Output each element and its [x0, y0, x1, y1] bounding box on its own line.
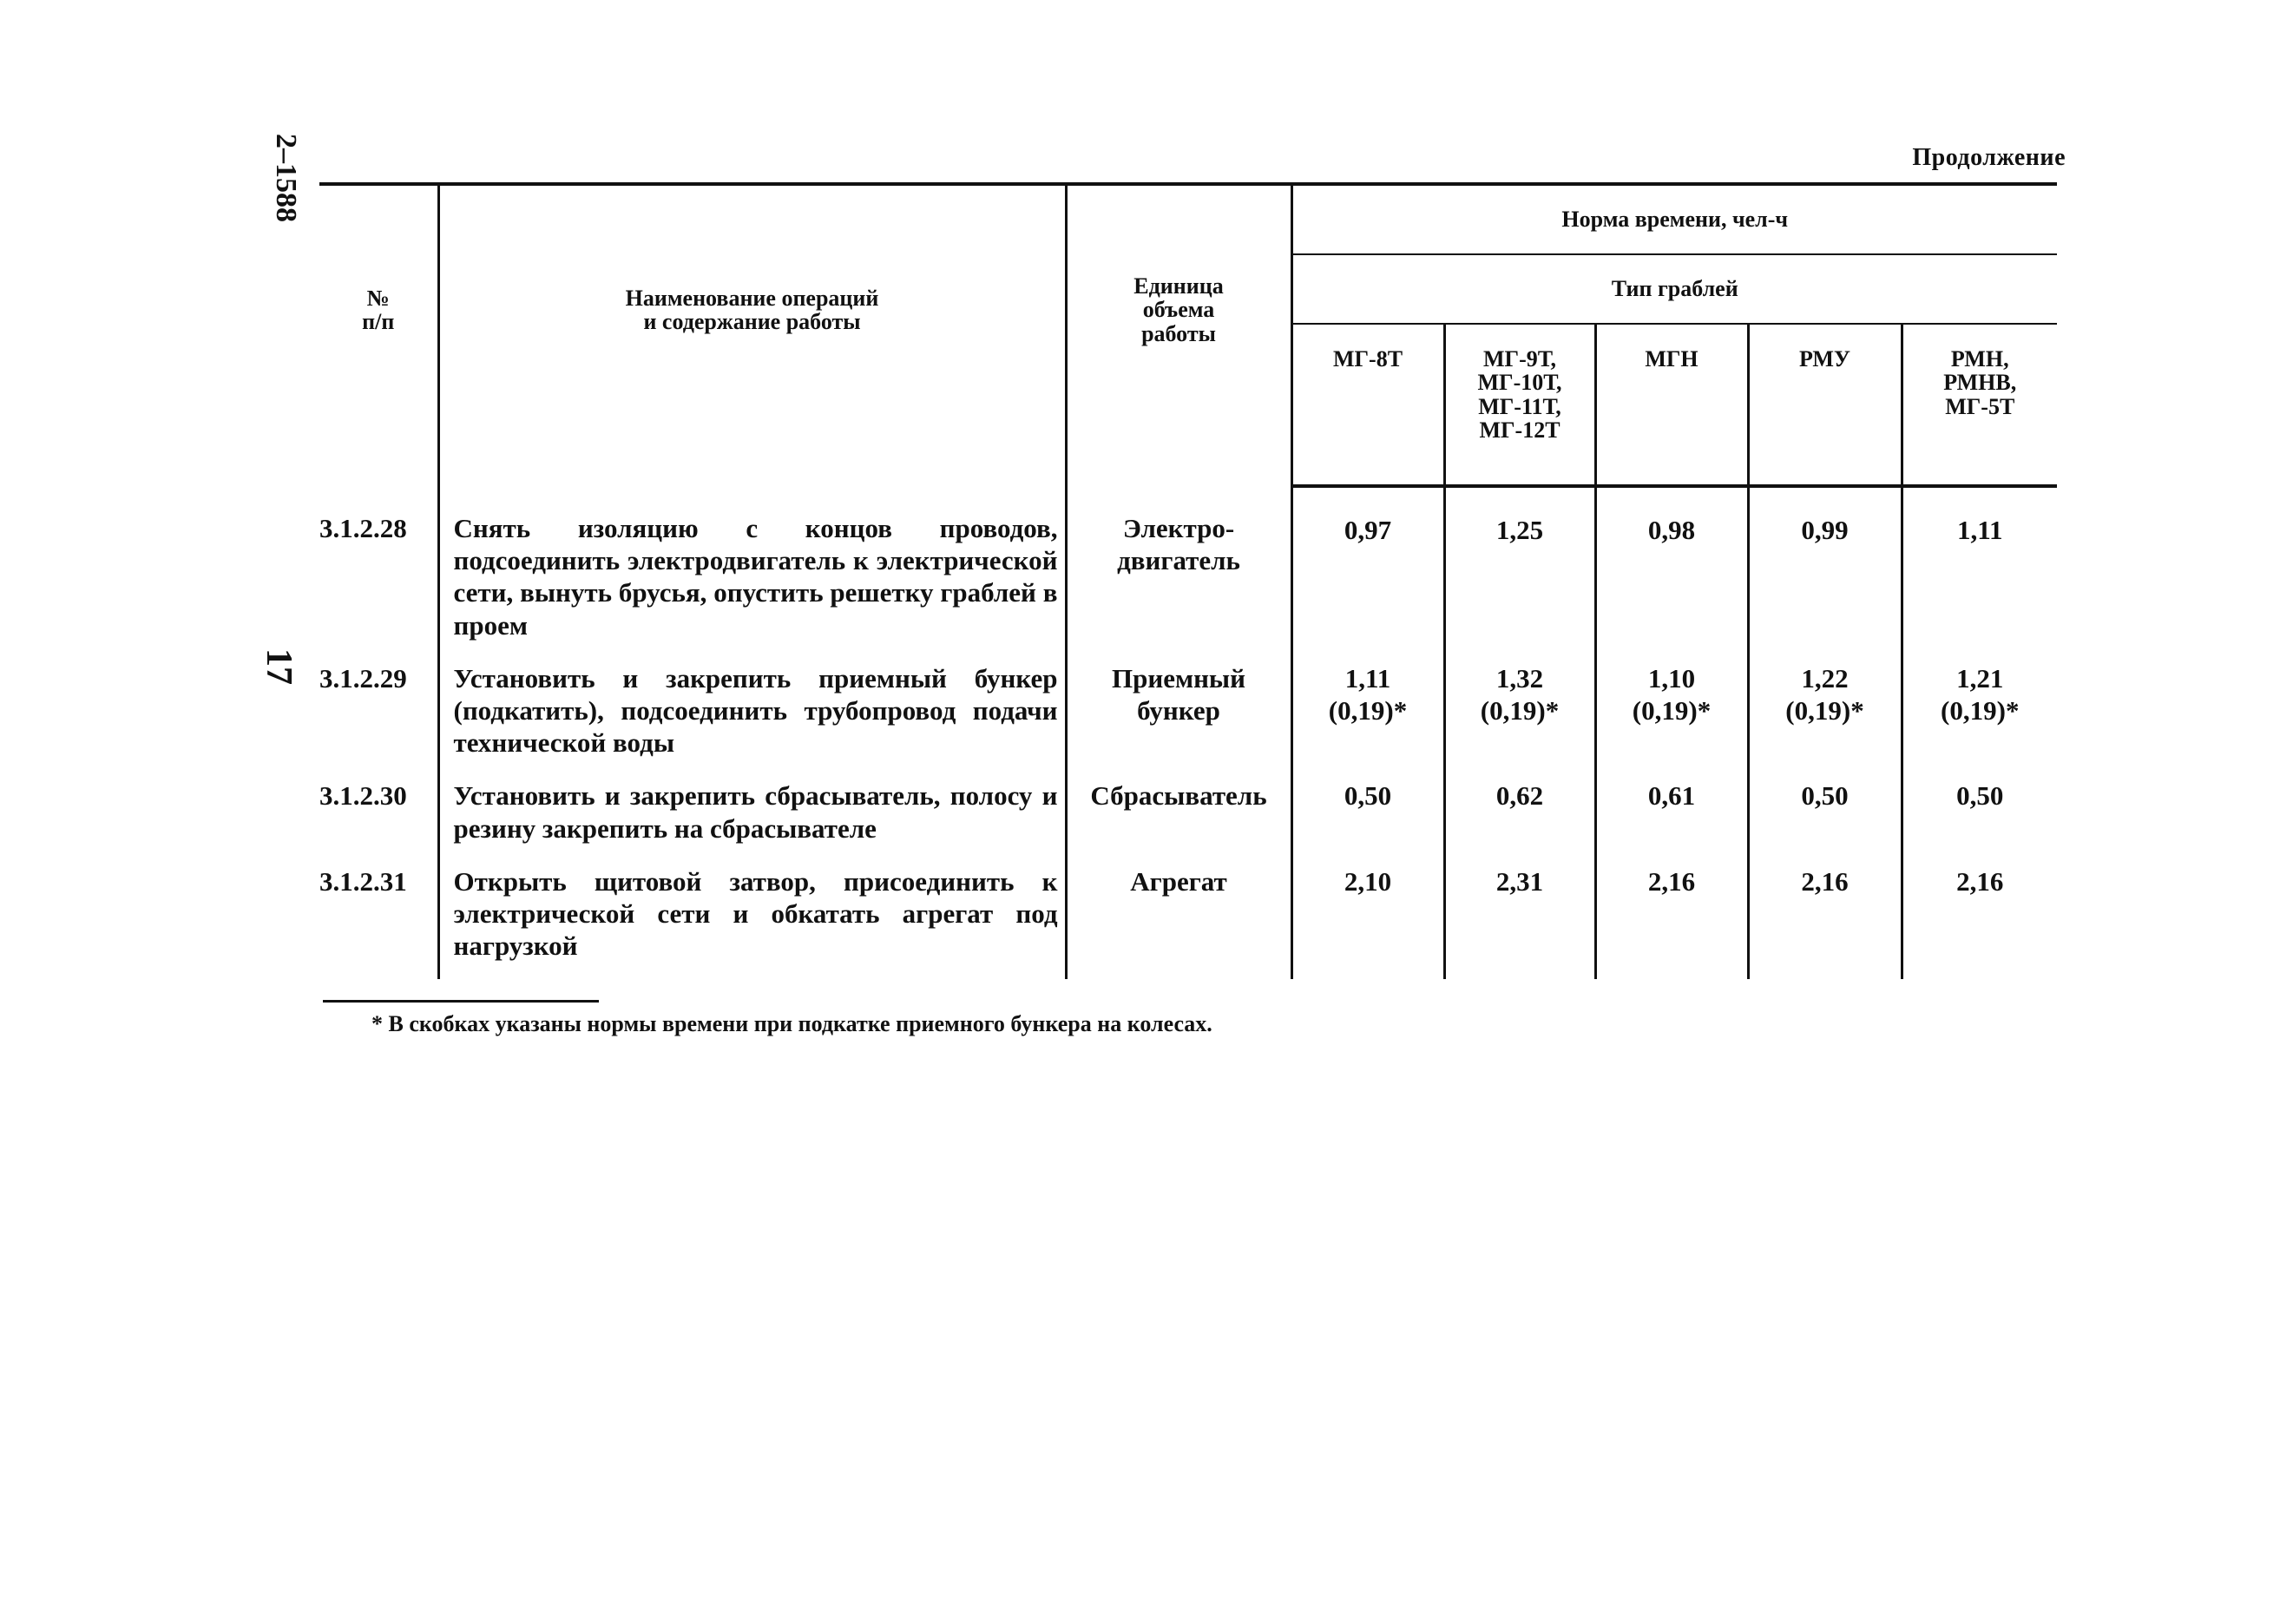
page-number: 17 [259, 648, 299, 685]
header-col-rmu: РМУ [1748, 324, 1902, 486]
header-num-line1: № [366, 285, 390, 311]
row-value: 2,31 [1444, 865, 1595, 980]
row-unit: Агрегат [1066, 865, 1291, 980]
row-number: 3.1.2.29 [319, 662, 438, 780]
row-value: 0,61 [1595, 779, 1748, 865]
row-value: 1,10 (0,19)* [1595, 662, 1748, 780]
header-operation-text: Наименование операций и содержание работы [625, 285, 879, 334]
row-value: 0,98 [1595, 486, 1748, 662]
row-operation: Установить и закрепить сбрасыватель, полосу и резину закрепить на сбрасывателе [438, 779, 1066, 865]
header-col-mg8t: МГ-8Т [1291, 324, 1444, 486]
table-row [319, 662, 2057, 780]
row-value: 2,16 [1748, 865, 1902, 980]
row-value: 0,62 [1444, 779, 1595, 865]
row-value: 2,10 [1291, 865, 1444, 980]
header-operation [438, 184, 1066, 486]
table-row [319, 779, 2057, 865]
row-value: 1,21 (0,19)* [1941, 662, 2020, 726]
row-unit: Сбрасыватель [1066, 779, 1291, 865]
table-row [319, 865, 2057, 980]
header-num [319, 184, 438, 486]
row-operation: Открыть щитовой затвор, присоединить к электрической сети и обкатать агрегат под нагрузкой [438, 865, 1066, 980]
row-number: 3.1.2.31 [319, 865, 438, 980]
header-rake-type: Тип граблей [1291, 254, 2057, 324]
table-row [319, 486, 2057, 662]
row-operation: Установить и закрепить приемный бункер (подкатить), подсоединить трубопровод подачи технической воды [438, 662, 1066, 780]
row-value: 0,50 [1956, 780, 2004, 812]
row-value: 1,11 [1956, 515, 2003, 545]
header-num-line2: п/п [362, 309, 395, 334]
footnote: * В скобках указаны нормы времени при подкатке приемного бункера на колесах. [371, 1011, 1212, 1036]
header-norm: Норма времени, чел-ч [1291, 184, 2057, 254]
row-unit: Электро- двигатель [1066, 486, 1291, 662]
header-col-mgn: МГН [1595, 324, 1748, 486]
header-col-mg9t: МГ-9Т, МГ-10Т, МГ-11Т, МГ-12Т [1444, 324, 1595, 486]
continuation-label: Продолжение [1912, 144, 2066, 171]
row-value: 0,97 [1291, 486, 1444, 662]
row-value: 2,16 [1595, 865, 1748, 980]
row-value: 0,50 [1748, 779, 1902, 865]
row-value: 1,22 (0,19)* [1748, 662, 1902, 780]
footnote-divider [323, 1000, 599, 1003]
row-operation: Снять изоляцию с концов проводов, подсоединить электродвигатель к электрической сети, вынуть брусья, опустить решетку граблей в проем [438, 486, 1066, 662]
header-unit [1066, 184, 1291, 486]
row-value: 1,32 (0,19)* [1444, 662, 1595, 780]
document-code: 2–1588 [270, 134, 302, 222]
row-value: 0,99 [1748, 486, 1902, 662]
row-value: 1,25 [1444, 486, 1595, 662]
row-value: 1,11 (0,19)* [1291, 662, 1444, 780]
row-value: 0,50 [1291, 779, 1444, 865]
row-number: 3.1.2.30 [319, 779, 438, 865]
row-number: 3.1.2.28 [319, 486, 438, 662]
header-unit-text: Единица объема работы [1133, 273, 1224, 346]
header-col-rmn: РМН, РМНВ, МГ-5Т [1902, 324, 2057, 486]
row-unit: Приемный бункер [1066, 662, 1291, 780]
time-norms-table [319, 182, 2057, 979]
row-value: 2,16 [1956, 865, 2004, 897]
